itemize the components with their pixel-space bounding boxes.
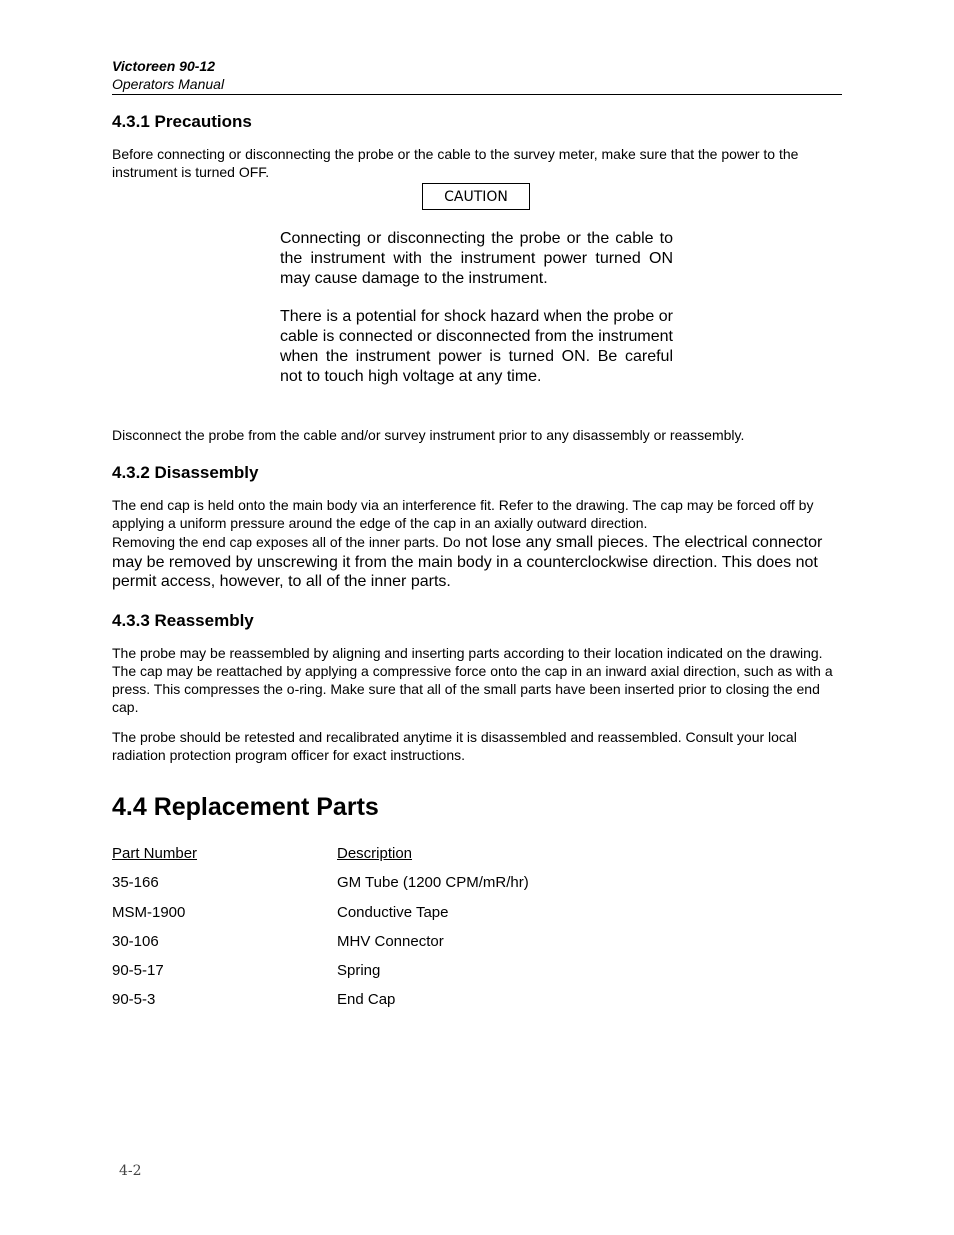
- part-description: End Cap: [337, 991, 396, 1009]
- running-header: [112, 57, 842, 95]
- section-heading-disassembly: 4.3.2 Disassembly: [112, 463, 259, 482]
- disassembly-p2-start: Removing the end cap exposes all of the inner parts. Do: [112, 534, 461, 550]
- precautions-outro: Disconnect the probe from the cable and/or survey instrument prior to any disassembly or reassembly.: [112, 427, 745, 443]
- table-row: [112, 932, 612, 961]
- disassembly-paragraph-1: The end cap is held onto the main body via an interference fit. Refer to the drawing. The cap may be forced off by applying a uniform pressure around the edge of the cap in an axially outward direction.: [112, 497, 814, 531]
- column-header-part-number: Part Number: [112, 845, 198, 862]
- reassembly-paragraph-2: The probe should be retested and recalibrated anytime it is disassembled and reassembled. Consult your local radiation protection program officer for exact instructions.: [112, 729, 797, 763]
- reassembly-paragraph-1: The probe may be reassembled by aligning and inserting parts according to their location indicated on the drawing. The cap may be reattached by applying a compressive force onto the cap in an inward axial direction, such as with a press. This compresses the o-ring. Make sure that all of the small parts have been inserted prior to closing the end cap.: [112, 645, 833, 715]
- table-row: [112, 903, 612, 932]
- part-number: 90-5-3: [112, 991, 156, 1009]
- disassembly-p2-rest: not lose any small pieces. The electrical connector may be removed by unscrewing it from the main body in a counterclockwise direction. This does not permit access, however, to all of the inner parts.: [112, 534, 823, 590]
- part-description: GM Tube (1200 CPM/mR/hr): [337, 874, 529, 892]
- part-description: Conductive Tape: [337, 903, 449, 921]
- table-row: [112, 990, 612, 1019]
- section-heading-replacement-parts: 4.4 Replacement Parts: [112, 793, 379, 821]
- part-number: MSM-1900: [112, 903, 186, 921]
- manual-subtitle: Operators Manual: [112, 76, 225, 92]
- caution-warning-damage: Connecting or disconnecting the probe or the cable to the instrument with the instrument power turned ON may cause damage to the instrument.: [280, 230, 673, 287]
- part-number: 35-166: [112, 874, 159, 892]
- table-row: [112, 961, 612, 990]
- parts-table-header: [112, 844, 612, 873]
- part-description: MHV Connector: [337, 932, 444, 950]
- caution-warning-shock: There is a potential for shock hazard when the probe or cable is connected or disconnected from the instrument when the instrument power is turned ON. Be careful not to touch high voltage at any time.: [280, 308, 673, 385]
- column-header-description: Description: [337, 845, 413, 862]
- manual-title: Victoreen 90-12: [112, 58, 215, 74]
- caution-label: CAUTION: [422, 183, 530, 210]
- table-row: [112, 873, 612, 902]
- section-heading-precautions: 4.3.1 Precautions: [112, 112, 252, 131]
- section-heading-reassembly: 4.3.3 Reassembly: [112, 611, 254, 630]
- disassembly-paragraph-2: [112, 533, 842, 592]
- part-number: 90-5-17: [112, 962, 164, 980]
- part-description: Spring: [337, 962, 381, 980]
- precautions-intro: Before connecting or disconnecting the probe or the cable to the survey meter, make sure that the power to the instrument is turned OFF.: [112, 146, 799, 180]
- part-number: 30-106: [112, 932, 159, 950]
- parts-table: [112, 844, 612, 1020]
- page-number: 4-2: [119, 1163, 142, 1179]
